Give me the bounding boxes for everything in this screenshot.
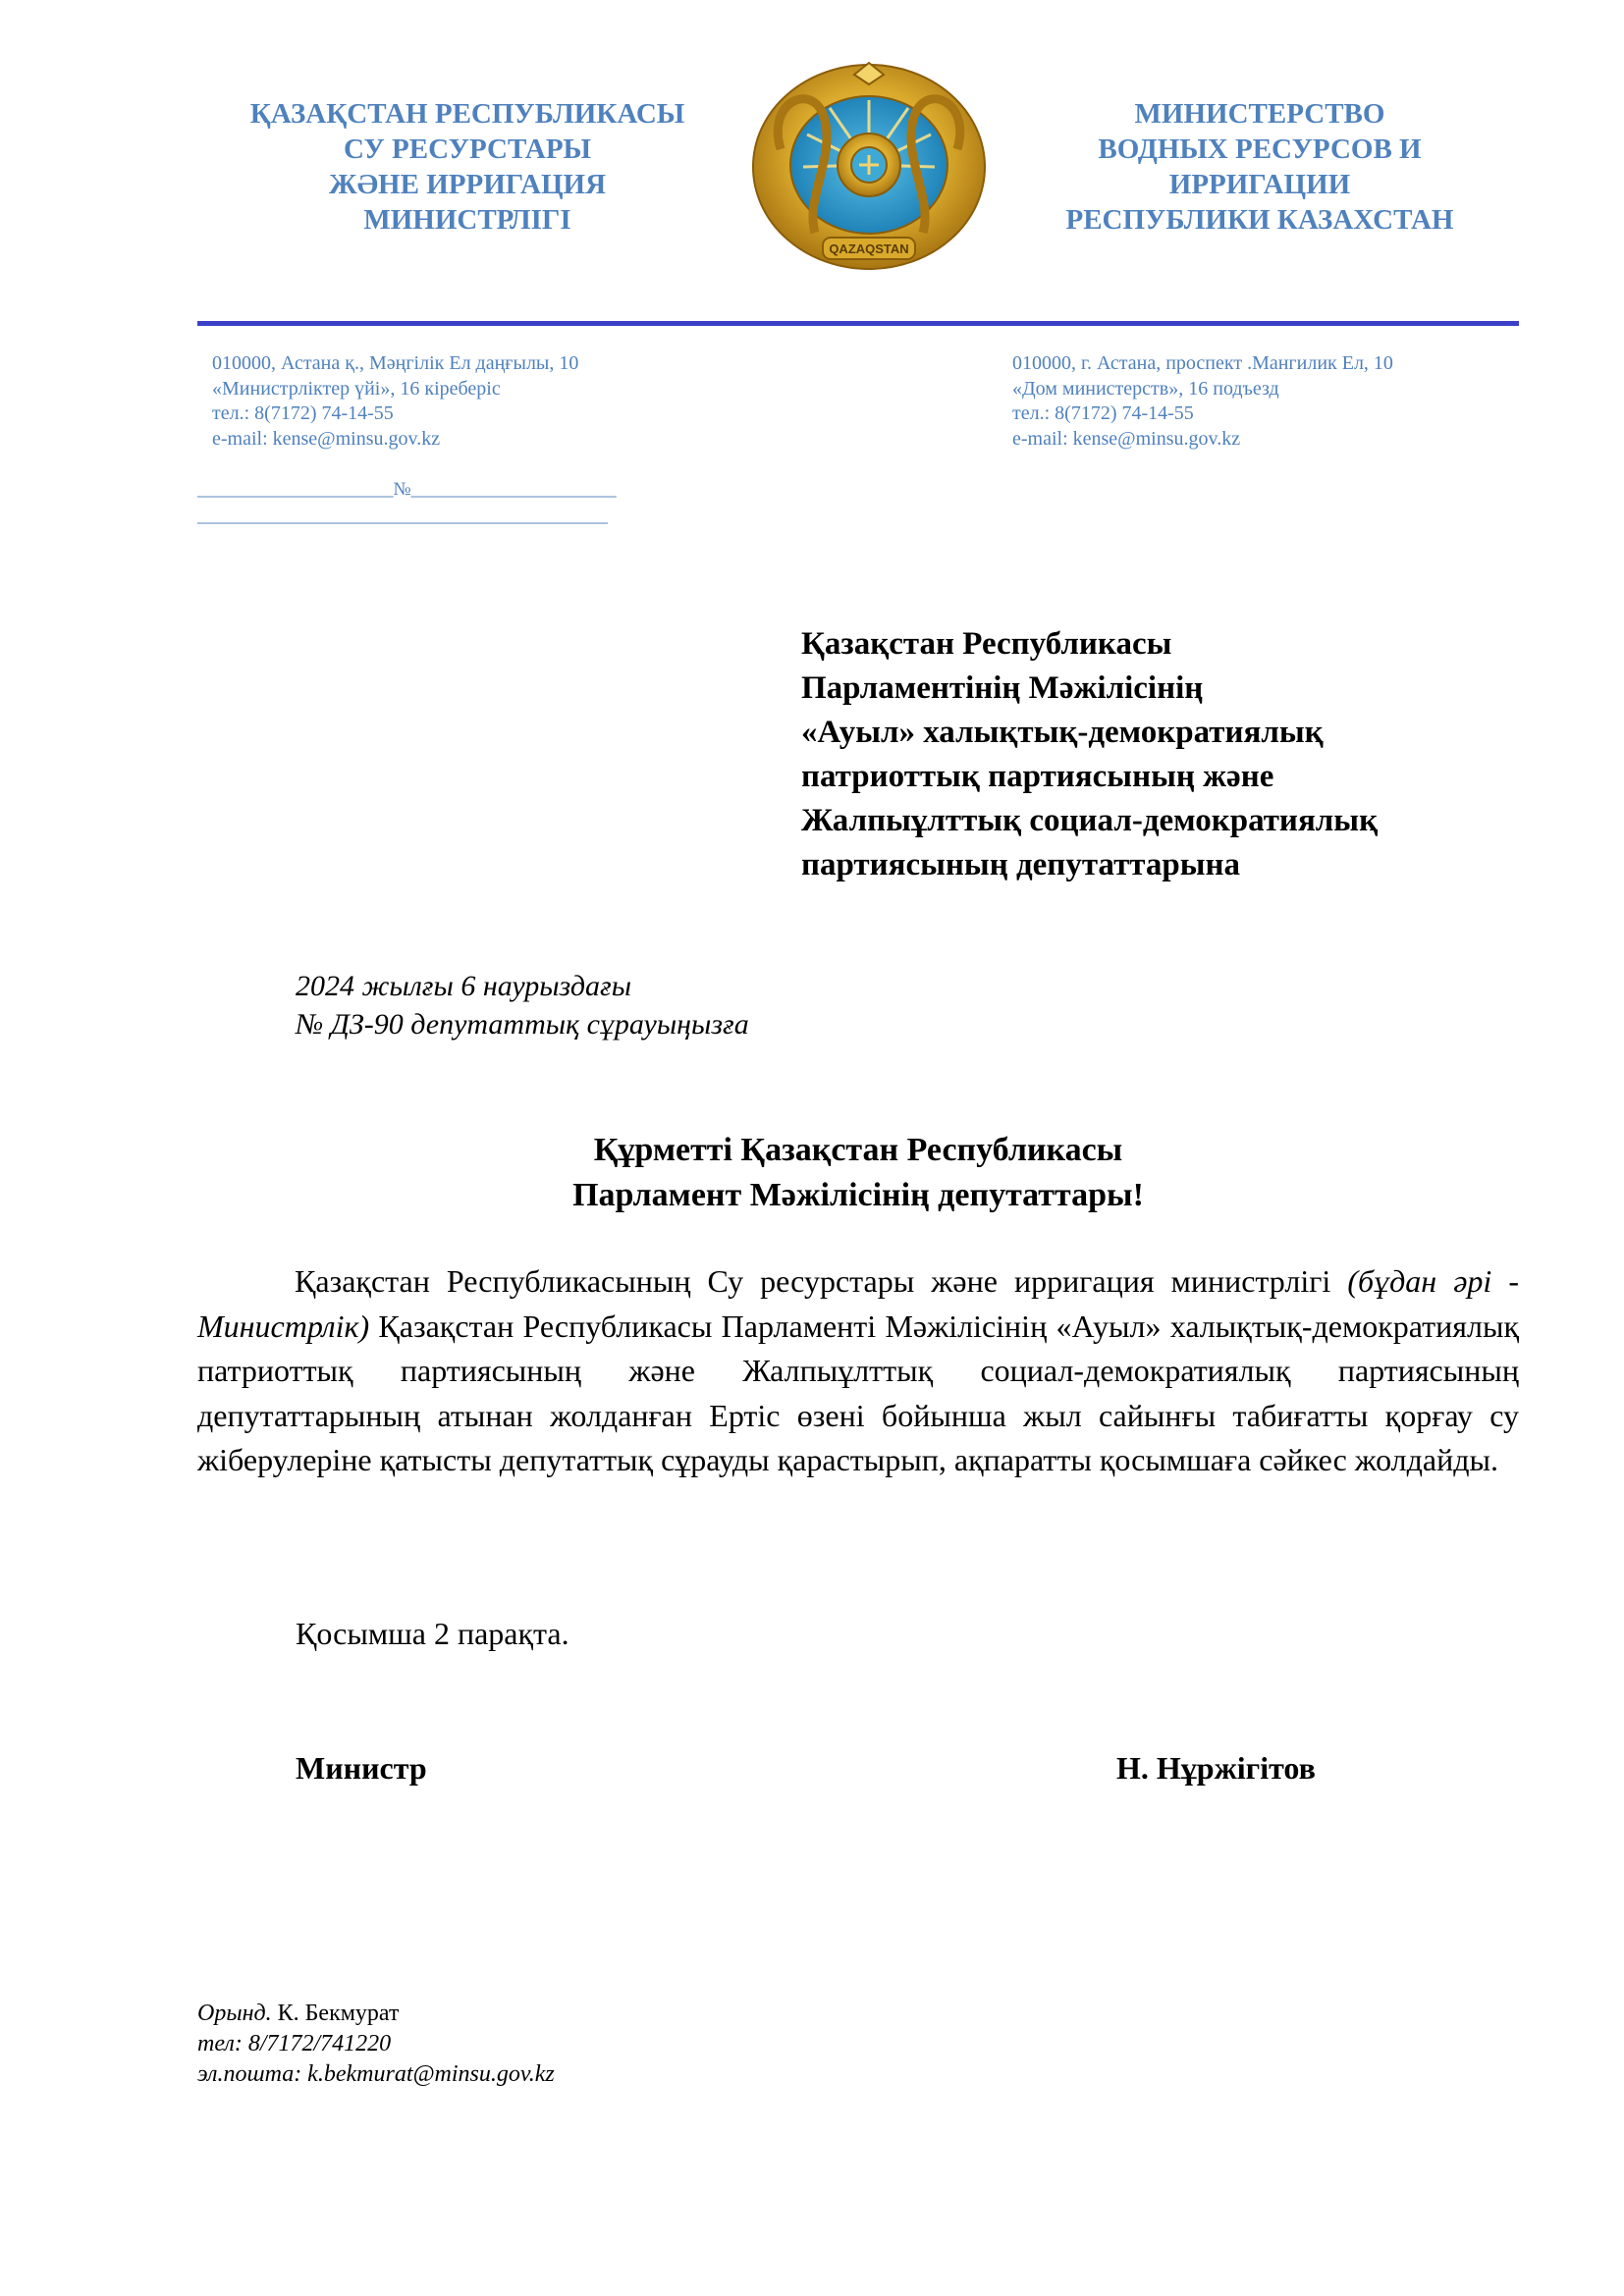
executor-email: эл.пошта: k.bekmurat@minsu.gov.kz — [197, 2061, 555, 2087]
address-line: тел.: 8(7172) 74-14-55 — [1012, 402, 1194, 424]
address-line: тел.: 8(7172) 74-14-55 — [212, 402, 394, 424]
letter-body — [197, 1259, 1519, 1483]
recipient-line: «Ауыл» халықтық-демократиялық — [801, 715, 1324, 750]
recipient-line: партиясының депутаттарына — [801, 847, 1241, 882]
svg-text:QAZAQSTAN: QAZAQSTAN — [829, 241, 909, 256]
address-line: «Дом министерств», 16 подъезд — [1012, 377, 1279, 400]
signatory-title: Министр — [296, 1750, 427, 1786]
header-line: РЕСПУБЛИКИ КАЗАХСТАН — [1065, 204, 1454, 236]
header-line: ИРРИГАЦИИ — [1168, 169, 1351, 200]
state-emblem-icon — [746, 61, 992, 282]
header-line: ВОДНЫХ РЕСУРСОВ И — [1098, 133, 1422, 165]
salutation-line: Құрметті Қазақстан Республикасы — [593, 1132, 1123, 1168]
reference-line: 2024 жылғы 6 наурыздағы — [296, 970, 632, 1002]
executor-label: Орынд. — [197, 2001, 272, 2026]
reference-block — [296, 967, 749, 1043]
body-text-part: Қазақстан Республикасының Су ресурстары және ирригация министрлігі — [295, 1263, 1331, 1299]
address-line: 010000, г. Астана, проспект .Мангилик Ел, 10 — [1012, 352, 1393, 374]
attachment-note: Қосымша 2 парақта. — [296, 1616, 569, 1651]
address-line: e-mail: kense@minsu.gov.kz — [212, 427, 441, 450]
header-line: МИНИСТРЛІГІ — [363, 204, 571, 236]
executor-block — [197, 1999, 555, 2090]
executor-name-line — [197, 1999, 555, 2029]
recipient-line: Қазақстан Республикасы — [801, 626, 1172, 662]
address-line: 010000, Астана қ., Мәңгілік Ел даңғылы, 10 — [212, 352, 579, 374]
salutation — [197, 1128, 1519, 1218]
header-kazakh-title — [192, 96, 742, 238]
recipient-line: патриоттық партиясының және — [801, 759, 1274, 794]
header-divider — [197, 321, 1519, 326]
header-line: МИНИСТЕРСТВО — [1134, 98, 1385, 130]
header-line: ҚАЗАҚСТАН РЕСПУБЛИКАСЫ — [249, 98, 685, 130]
header-line: ЖӘНЕ ИРРИГАЦИЯ — [328, 169, 607, 200]
executor-name: К. Бекмурат — [277, 2001, 400, 2026]
executor-phone: тел: 8/7172/741220 — [197, 2031, 392, 2056]
recipient-block — [801, 622, 1378, 887]
header-russian-title — [985, 96, 1535, 238]
signatory-name: Н. Нұржігітов — [1116, 1750, 1316, 1786]
body-italic-note: (бұдан әрі - Министрлік) — [197, 1263, 1519, 1344]
address-line: «Министрліктер үйі», 16 кіреберіс — [212, 377, 501, 400]
body-text-part: Қазақстан Республикасы Парламенті Мәжілісінің «Ауыл» халықтық-демократиялық патриоттық партиясының және Жалпыұлттық социал-демократиялық партиясының депутаттарының атынан жолданған Ертіс өзені бойынша жыл сайынғы табиғатты қорғау су жіберулеріне қатысты депутаттық сұрауды қарастырып, ақпаратты қосымшаға сәйкес жолдайды. — [197, 1308, 1520, 1477]
address-line: e-mail: kense@minsu.gov.kz — [1012, 427, 1241, 450]
recipient-line: Парламентінің Мәжілісінің — [801, 670, 1204, 706]
address-kazakh — [212, 351, 578, 452]
reference-line: № ДЗ-90 депутаттық сұрауыңызға — [296, 1008, 749, 1041]
address-russian — [1012, 351, 1393, 452]
header-line: СУ РЕСУРСТАРЫ — [343, 133, 592, 165]
recipient-line: Жалпыұлттық социал-демократиялық — [801, 803, 1379, 838]
registration-number-line: _____________________№______________________ — [197, 479, 617, 500]
salutation-line: Парламент Мәжілісінің депутаттары! — [572, 1177, 1144, 1213]
registration-blank-line: ____________________________________________ — [197, 506, 608, 526]
